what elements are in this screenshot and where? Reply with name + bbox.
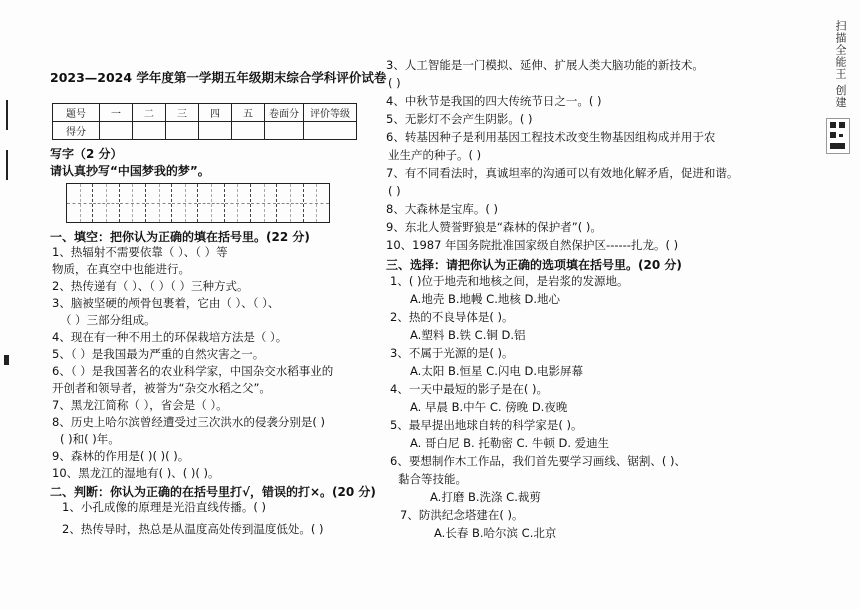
choice-options: A.打磨 B.洗涤 C.裁剪 (430, 490, 541, 504)
score-header: 评价等级 (304, 104, 357, 122)
section1-heading: 一、填空：把你认为正确的填在括号里。(22 分) (50, 230, 310, 244)
choice-question: 1、( )位于地壳和地核之间，是岩浆的发源地。 (390, 274, 629, 288)
choice-options: A. 早晨 B.中午 C. 傍晚 D.夜晚 (410, 400, 568, 414)
choice-question: 7、防洪纪念塔建在( )。 (400, 508, 524, 522)
question-line: 2、热传导时，热总是从温度高处传到温度低处。( ) (62, 522, 324, 536)
question-line: 3、人工智能是一门模拟、延伸、扩展人类大脑功能的新技术。 (386, 58, 704, 72)
score-header: 题号 (53, 104, 100, 122)
exam-title: 2023—2024 学年度第一学期五年级期末综合学科评价试卷 (50, 70, 387, 85)
score-header: 四 (199, 104, 232, 122)
question-line: 4、现在有一种不用土的环保栽培方法是（ ）。 (52, 330, 288, 344)
binding-mark (4, 355, 9, 365)
question-line: 物质，在真空中也能进行。 (52, 262, 190, 276)
binding-mark (6, 100, 8, 130)
score-header: 卷面分 (265, 104, 304, 122)
question-line: 9、东北人赞誉野狼是“森林的保护者”( )。 (386, 220, 602, 234)
choice-question: 4、一天中最短的影子是在( )。 (390, 382, 548, 396)
choice-options: A.长春 B.哈尔滨 C.北京 (434, 526, 557, 540)
question-line: 5、（ ）是我国最为严重的自然灾害之一。 (52, 347, 265, 361)
question-line: 10、1987 年国务院批准国家级自然保护区------扎龙。( ) (386, 238, 679, 252)
score-row-label: 得分 (53, 122, 100, 140)
question-line: 2、热传递有（ ）、（ ）（ ）三种方式。 (52, 279, 249, 293)
question-line: 3、脑被坚硬的颅骨包裹着，它由（ ）、（ ）、 (52, 296, 280, 310)
question-line: 8、历史上哈尔滨曾经遭受过三次洪水的侵袭分别是( ) (52, 415, 325, 429)
section2-heading: 二、判断：你认为正确的在括号里打√，错误的打×。(20 分) (50, 485, 376, 499)
question-line: ( ) (388, 76, 401, 90)
question-line: 10、黑龙江的湿地有( )、( )( )。 (52, 466, 220, 480)
score-header: 三 (166, 104, 199, 122)
question-line: 8、大森林是宝库。( ) (386, 202, 498, 216)
choice-question: 黏合等技能。 (398, 472, 467, 486)
writing-heading: 写字（2 分） (50, 147, 123, 161)
choice-question: 2、热的不良导体是( )。 (390, 310, 514, 324)
choice-question: 3、不属于光源的是( )。 (390, 346, 514, 360)
section3-heading: 三、选择：请把你认为正确的选项填在括号里。(20 分) (386, 258, 682, 272)
question-line: ( ) (388, 184, 401, 198)
question-line: 7、有不同看法时，真诚坦率的沟通可以有效地化解矛盾，促进和谐。 (386, 166, 739, 180)
question-line: 4、中秋节是我国的四大传统节日之一。( ) (386, 94, 602, 108)
score-table (52, 103, 357, 140)
score-header: 二 (133, 104, 166, 122)
binding-mark (6, 150, 8, 180)
question-line: 6、（ ）是我国著名的农业科学家，中国杂交水稻事业的 (52, 364, 334, 378)
score-header: 五 (232, 104, 265, 122)
question-line: 开创者和领导者，被誉为“杂交水稻之父”。 (52, 381, 271, 395)
question-line: （ ）三部分组成。 (60, 313, 156, 327)
writing-instruction: 请认真抄写“中国梦我的梦”。 (50, 164, 210, 178)
choice-options: A.太阳 B.恒星 C.闪电 D.电影屏幕 (410, 364, 584, 378)
question-line: 业生产的种子。( ) (388, 148, 482, 162)
question-line: 7、黑龙江简称（ ），省会是（ ）。 (52, 398, 228, 412)
writing-grid[interactable] (66, 183, 330, 223)
question-line: 9、森林的作用是( )( )( )。 (52, 449, 190, 463)
question-line: 5、无影灯不会产生阴影。( ) (386, 112, 533, 126)
question-line: 1、热辐射不需要依靠（ ）、（ ）等 (52, 245, 228, 259)
choice-question: 5、最早提出地球自转的科学家是( )。 (390, 418, 583, 432)
question-line: 1、小孔成像的原理是光沿直线传播。( ) (62, 500, 266, 514)
question-line: ( )和( )年。 (60, 432, 120, 446)
choice-question: 6、要想制作木工作品，我们首先要学习画线、锯割、( )、 (390, 454, 686, 468)
scanner-watermark: 扫描全能王 创建 (834, 20, 847, 109)
choice-options: A.地壳 B.地幔 C.地核 D.地心 (410, 292, 561, 306)
choice-options: A.塑料 B.铁 C.铜 D.铝 (410, 328, 526, 342)
question-line: 6、转基因种子是利用基因工程技术改变生物基因组构成并用于农 (386, 130, 716, 144)
score-header: 一 (100, 104, 133, 122)
choice-options: A. 哥白尼 B. 托勒密 C. 牛顿 D. 爱迪生 (410, 436, 610, 450)
qr-code-icon (826, 118, 850, 154)
